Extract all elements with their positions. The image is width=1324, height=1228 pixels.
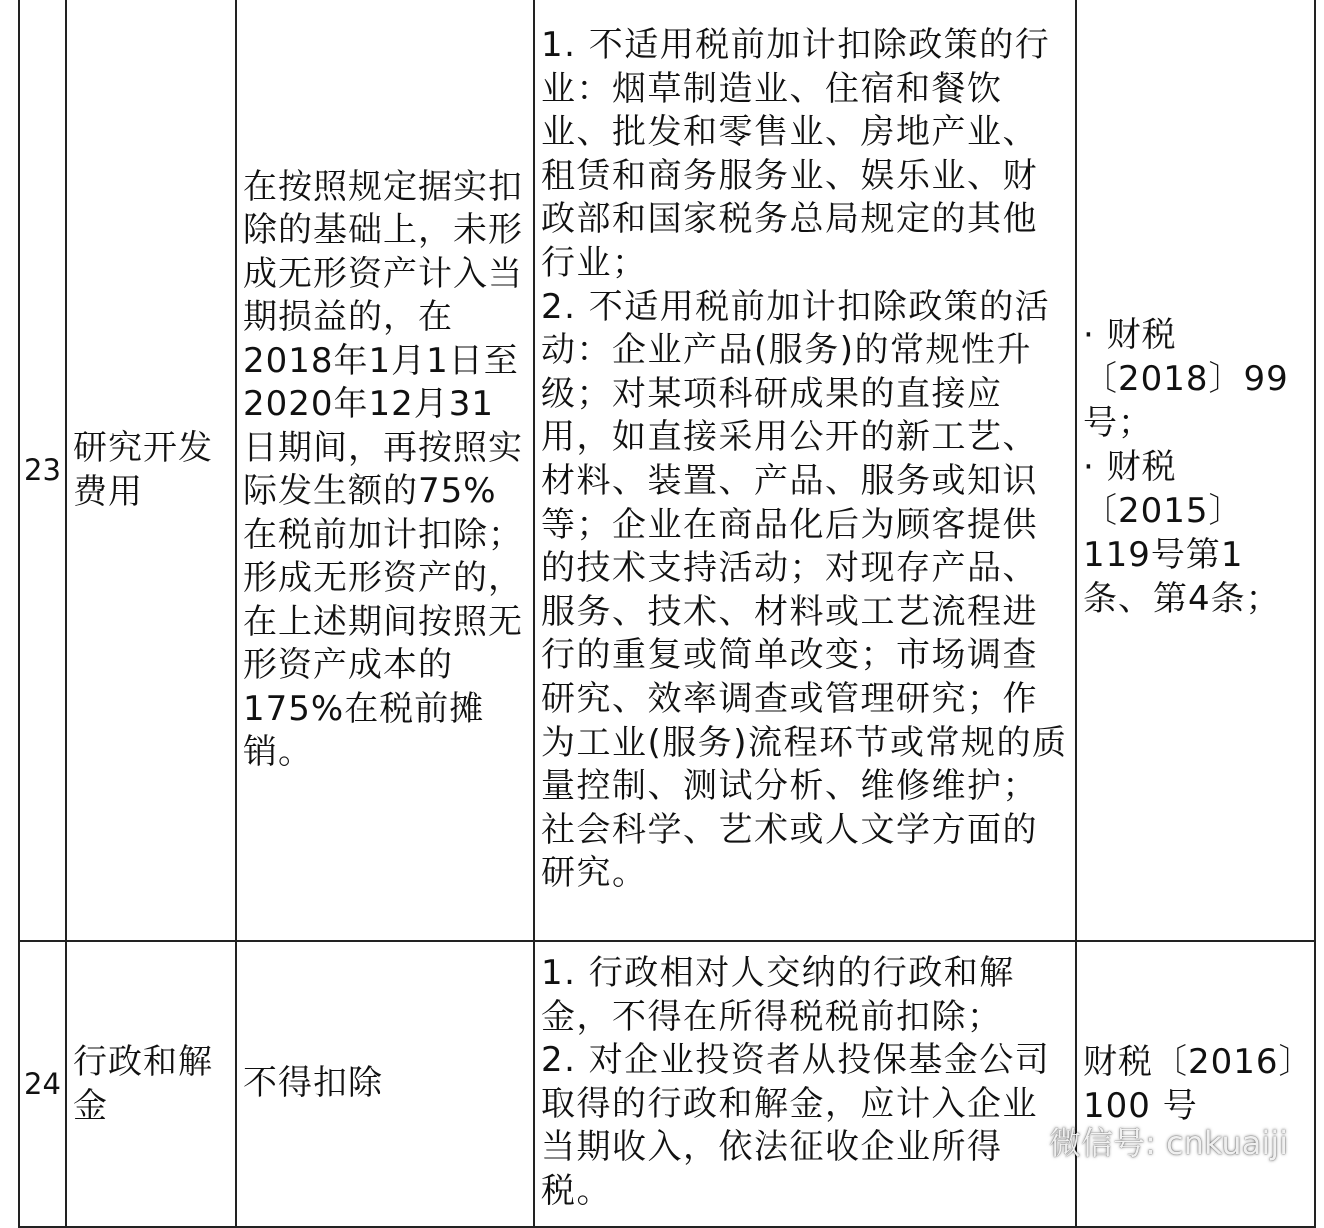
- deduction-rule: 在按照规定据实扣除的基础上，未形成无形资产计入当期损益的，在2018年1月1日至2020年12月31日期间，再按照实际发生额的75%在税前加计扣除；形成无形资产的，在上述期间按照无形资产成本的175%在税前摊销。: [236, 0, 534, 941]
- exception-item: 2. 对企业投资者从投保基金公司取得的行政和解金，应计入企业当期收入，依法征收企业所得税。: [541, 1040, 1051, 1211]
- exceptions-cell: [534, 0, 1076, 941]
- policy-basis-item: · 财税〔2015〕119号第1条、第4条；: [1083, 447, 1281, 619]
- item-name: 研究开发费用: [66, 0, 236, 941]
- tax-deduction-table: [18, 0, 1316, 1228]
- policy-basis-cell: [1076, 0, 1315, 941]
- exceptions-cell: [534, 941, 1076, 1227]
- exception-item: 1. 行政相对人交纳的行政和解金，不得在所得税税前扣除；: [541, 953, 1015, 1037]
- table-row: [19, 941, 1315, 1227]
- table-row: [19, 0, 1315, 941]
- policy-basis-item: 财税〔2016〕100 号: [1083, 1042, 1297, 1126]
- wechat-icon: [1005, 1126, 1039, 1156]
- row-number: 24: [19, 941, 66, 1227]
- wechat-watermark: [1005, 1118, 1288, 1164]
- row-number: 23: [19, 0, 66, 941]
- watermark-text: 微信号: cnkuaiji: [1049, 1124, 1288, 1162]
- item-name: 行政和解金: [66, 941, 236, 1227]
- policy-basis-cell: [1076, 941, 1315, 1227]
- exception-item: 2. 不适用税前加计扣除政策的活动：企业产品(服务)的常规性升级；对某项科研成果的直接应用，如直接采用公开的新工艺、材料、装置、产品、服务或知识等；企业在商品化后为顾客提供的技术支持活动；对现存产品、服务、技术、材料或工艺流程进行的重复或简单改变；市场调查研究、效率调查或管理研究；作为工业(服务)流程环节或常规的质量控制、测试分析、维修维护；社会科学、艺术或人文学方面的研究。: [541, 286, 1068, 894]
- deduction-rule: 不得扣除: [236, 941, 534, 1227]
- exception-item: 1. 不适用税前加计扣除政策的行业：烟草制造业、住宿和餐饮业、批发和零售业、房地产业、租赁和商务服务业、娱乐业、财政部和国家税务总局规定的其他行业；: [541, 25, 1051, 283]
- policy-basis-item: · 财税〔2018〕99号；: [1083, 315, 1289, 443]
